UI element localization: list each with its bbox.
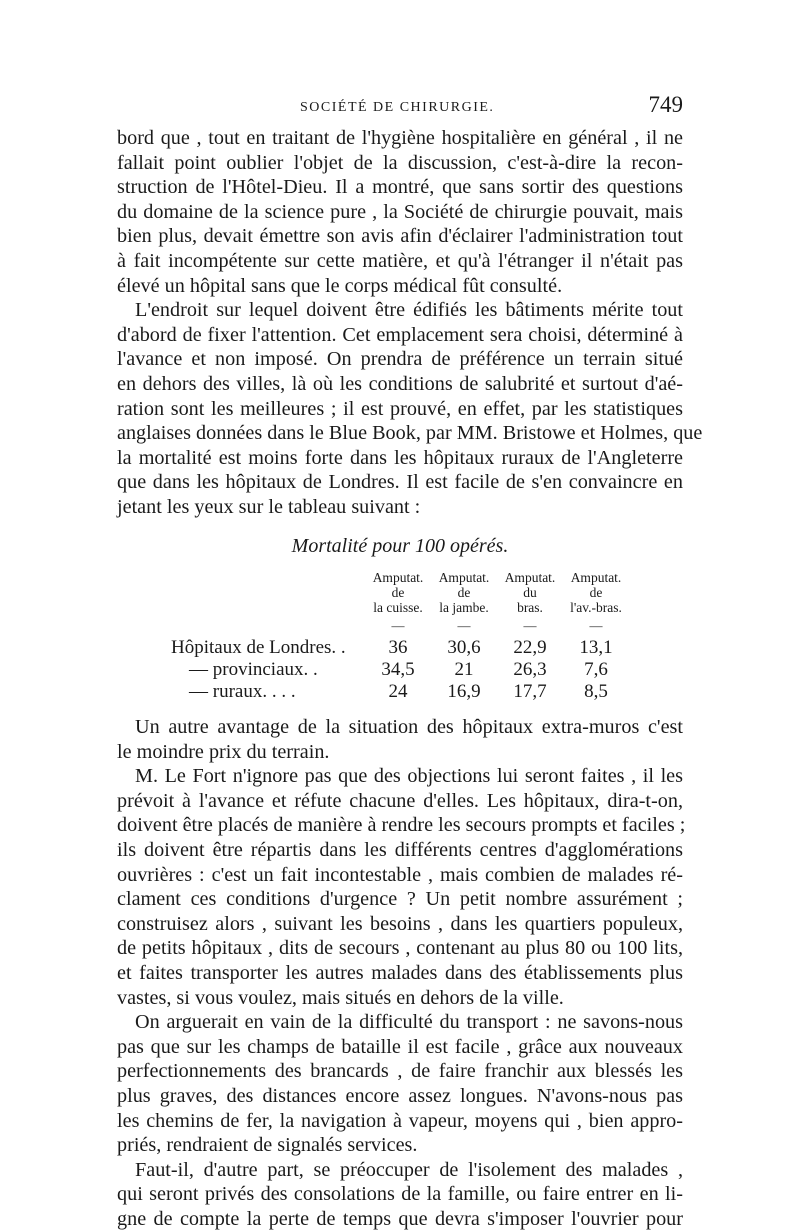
text-line: du domaine de la science pure , la Société de chirurgie pouvait, mais [117, 200, 683, 223]
text-line: L'endroit sur lequel doivent être édifiés les bâtiments mérite tout [135, 299, 683, 322]
text-line: plus graves, des distances encore assez longues. N'avons-nous pas [117, 1085, 683, 1107]
table-cell: 7,6 [584, 659, 608, 681]
mortality-table [171, 570, 629, 703]
text-line: vastes, si vous voulez, mais situés en dehors de la ville. [117, 986, 564, 1009]
text-line: priés, rendraient de signalés services. [117, 1134, 418, 1157]
text-line: qui seront privés des consolations de la famille, ou faire entrer en li- [117, 1183, 683, 1206]
column-dash: — [589, 618, 603, 634]
row-label: — ruraux. . . . [189, 681, 296, 703]
table-row [171, 681, 629, 703]
text-line: en dehors des villes, là où les conditions de salubrité et surtout d'aé- [117, 372, 683, 395]
column-header-line: Amputat. [570, 570, 622, 586]
column-header-line: de [589, 585, 603, 601]
text-line: construisez alors , suivant les besoins , dans les quartiers populeux, [117, 912, 683, 935]
paragraph-6 [117, 1158, 683, 1232]
text-line: Un autre avantage de la situation des hôpitaux extra-muros c'est [135, 716, 683, 739]
row-label: Hôpitaux de Londres. . [171, 637, 346, 659]
table-header-row [171, 570, 629, 615]
body-text [117, 126, 703, 1232]
text-line: que dans les hôpitaux de Londres. Il est facile de s'en convaincre en [117, 471, 683, 494]
column-header [365, 570, 431, 615]
text-line: Faut-il, d'autre part, se préoccuper de l'isolement des malades , [135, 1158, 683, 1181]
column-header-line: de [457, 585, 471, 601]
text-line: le moindre prix du terrain. [117, 740, 330, 763]
paragraph-4 [117, 764, 686, 1010]
text-line: élevé un hôpital sans que le corps médical fût consulté. [117, 274, 563, 297]
text-line: la mortalité est moins forte dans les hôpitaux ruraux de l'Angleterre [117, 446, 683, 469]
text-line: struction de l'Hôtel-Dieu. Il a montré, que sans sortir des questions [117, 176, 683, 199]
table-cell: 8,5 [584, 681, 608, 703]
text-line: les chemins de fer, la navigation à vapeur, moyens qui , bien appro- [117, 1109, 683, 1132]
text-line: de petits hôpitaux , dits de secours , contenant au plus 80 ou 100 lits, [117, 937, 683, 960]
text-line: M. Le Fort n'ignore pas que des objections lui seront faites , il les [135, 765, 683, 788]
text-line: l'avance et non imposé. On prendra de préférence un terrain situé [117, 348, 683, 371]
text-line: perfectionnements des brancards , de faire franchir aux blessés les [117, 1060, 683, 1083]
row-label: — provinciaux. . [189, 659, 318, 681]
paragraph-3 [117, 715, 683, 764]
book-page [117, 92, 703, 1232]
table-cell: 34,5 [381, 659, 415, 681]
text-line: On arguerait en vain de la difficulté du transport : ne savons-nous [135, 1011, 683, 1034]
column-header-line: l'av.-bras. [570, 600, 622, 616]
text-line: d'abord de fixer l'attention. Cet emplacement sera choisi, déterminé à [117, 323, 683, 346]
running-head: SOCIÉTÉ DE CHIRURGIE. [300, 100, 495, 115]
table-row [171, 659, 629, 681]
column-header-line: de [391, 585, 405, 601]
column-header-line: Amputat. [438, 570, 490, 586]
table-cell: 13,1 [579, 637, 613, 659]
text-line: ouvrières : c'est un fait incontestable , mais combien de malades ré- [117, 863, 683, 886]
table-row [171, 637, 629, 659]
table-cell: 16,9 [447, 681, 481, 703]
column-header-line: la cuisse. [373, 600, 423, 616]
column-dash: — [391, 618, 405, 634]
paragraph-5 [117, 1010, 683, 1158]
column-header-line: du [523, 585, 537, 601]
table-cell: 26,3 [513, 659, 547, 681]
text-line: doivent être placés de manière à rendre les secours prompts et faciles ; [117, 814, 686, 837]
column-header-line: Amputat. [504, 570, 556, 586]
text-line: gne de compte la perte de temps que devra s'imposer l'ouvrier pour [117, 1207, 683, 1230]
text-line: à fait incompétente sur cette matière, et qu'à l'étranger il n'était pas [117, 249, 683, 272]
table-dash-row [171, 615, 629, 637]
column-dash: — [457, 618, 471, 634]
table-cell: 30,6 [447, 637, 481, 659]
text-line: jetant les yeux sur le tableau suivant : [117, 495, 421, 518]
column-header [431, 570, 497, 615]
column-header [497, 570, 563, 615]
table-cell: 36 [388, 637, 408, 659]
text-line: ration sont les meilleures ; il est prouvé, en effet, par les statistiques [117, 397, 683, 420]
table-cell: 21 [454, 659, 474, 681]
table-cell: 22,9 [513, 637, 547, 659]
text-line: prévoit à l'avance et réfute chacune d'elles. Les hôpitaux, dira-t-on, [117, 789, 683, 812]
table-cell: 24 [388, 681, 408, 703]
column-dash: — [523, 618, 537, 634]
paragraph-2 [117, 298, 703, 519]
text-line: ils doivent être répartis dans les différents centres d'agglomérations [117, 839, 683, 862]
text-line: bien plus, devait émettre son avis afin d'éclairer l'administration tout [117, 225, 683, 248]
column-header-line: Amputat. [372, 570, 424, 586]
table-cell: 17,7 [513, 681, 547, 703]
text-line: fallait point oublier l'objet de la discussion, c'est-à-dire la recon- [117, 151, 683, 174]
text-line: bord que , tout en traitant de l'hygiène hospitalière en général , il ne [117, 127, 683, 149]
column-header-line: bras. [517, 600, 543, 616]
text-line: clament ces conditions d'urgence ? Un petit nombre assurément ; [117, 888, 683, 911]
column-header [563, 570, 629, 615]
column-header-line: la jambe. [439, 600, 489, 616]
text-line: et faites transporter les autres malades dans des établissements plus [117, 962, 683, 985]
page-number: 749 [648, 92, 683, 117]
text-line: pas que sur les champs de bataille il est facile , grâce aux nouveaux [117, 1035, 683, 1058]
table-stub-header [171, 570, 365, 615]
text-line: anglaises données dans le Blue Book, par MM. Bristowe et Holmes, que [117, 422, 703, 445]
table-title: Mortalité pour 100 opérés. [291, 534, 509, 557]
paragraph-1 [117, 126, 683, 298]
page-header [117, 92, 683, 126]
